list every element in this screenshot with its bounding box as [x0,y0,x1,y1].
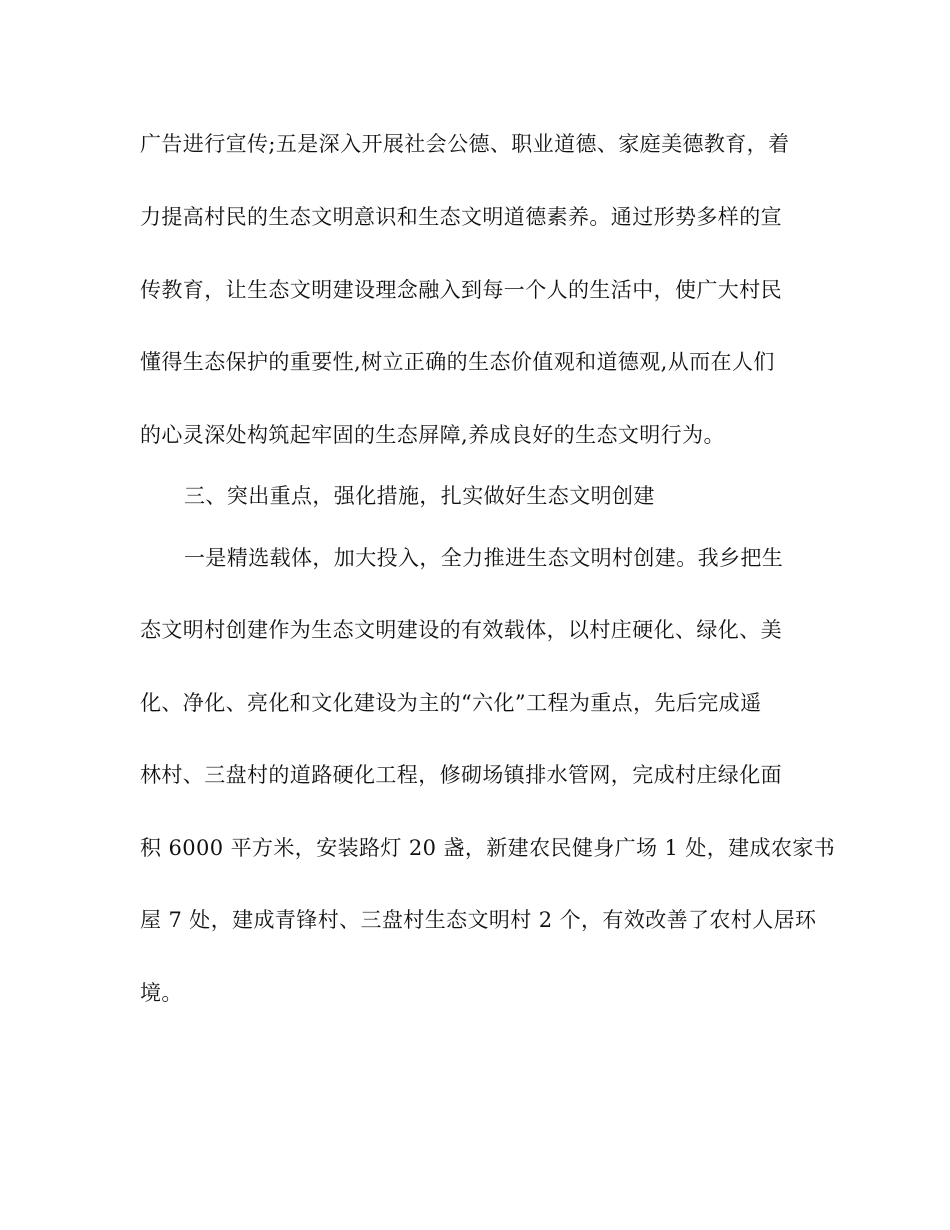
paragraph-line-4: 懂得生态保护的重要性,树立正确的生态价值观和道德观,从而在人们 [140,350,775,374]
paragraph-line-12: 屋 7 处，建成青锋村、三盘村生态文明村 2 个，有效改善了农村人居环 [140,908,817,932]
paragraph-line-9: 化、净化、亮化和文化建设为主的“六化”工程为重点，先后完成遥 [140,691,762,715]
section-heading: 三、突出重点，强化措施，扎实做好生态文明创建 [184,484,655,508]
paragraph-line-7: 一是精选载体，加大投入，全力推进生态文明村创建。我乡把生 [184,546,784,570]
paragraph-line-8: 态文明村创建作为生态文明建设的有效载体，以村庄硬化、绿化、美 [140,618,782,642]
paragraph-line-5: 的心灵深处构筑起牢固的生态屏障,养成良好的生态文明行为。 [140,423,725,447]
paragraph-line-3: 传教育，让生态文明建设理念融入到每一个人的生活中，使广大村民 [140,278,782,302]
paragraph-line-1: 广告进行宣传;五是深入开展社会公德、职业道德、家庭美德教育，着 [140,132,790,156]
paragraph-line-10: 林村、三盘村的道路硬化工程，修砌场镇排水管网，完成村庄绿化面 [140,763,782,787]
paragraph-line-13: 境。 [140,981,183,1005]
paragraph-line-2: 力提高村民的生态文明意识和生态文明道德素养。通过形势多样的宣 [140,205,782,229]
paragraph-line-11: 积 6000 平方米，安装路灯 20 盏，新建农民健身广场 1 处，建成农家书 [140,836,836,860]
